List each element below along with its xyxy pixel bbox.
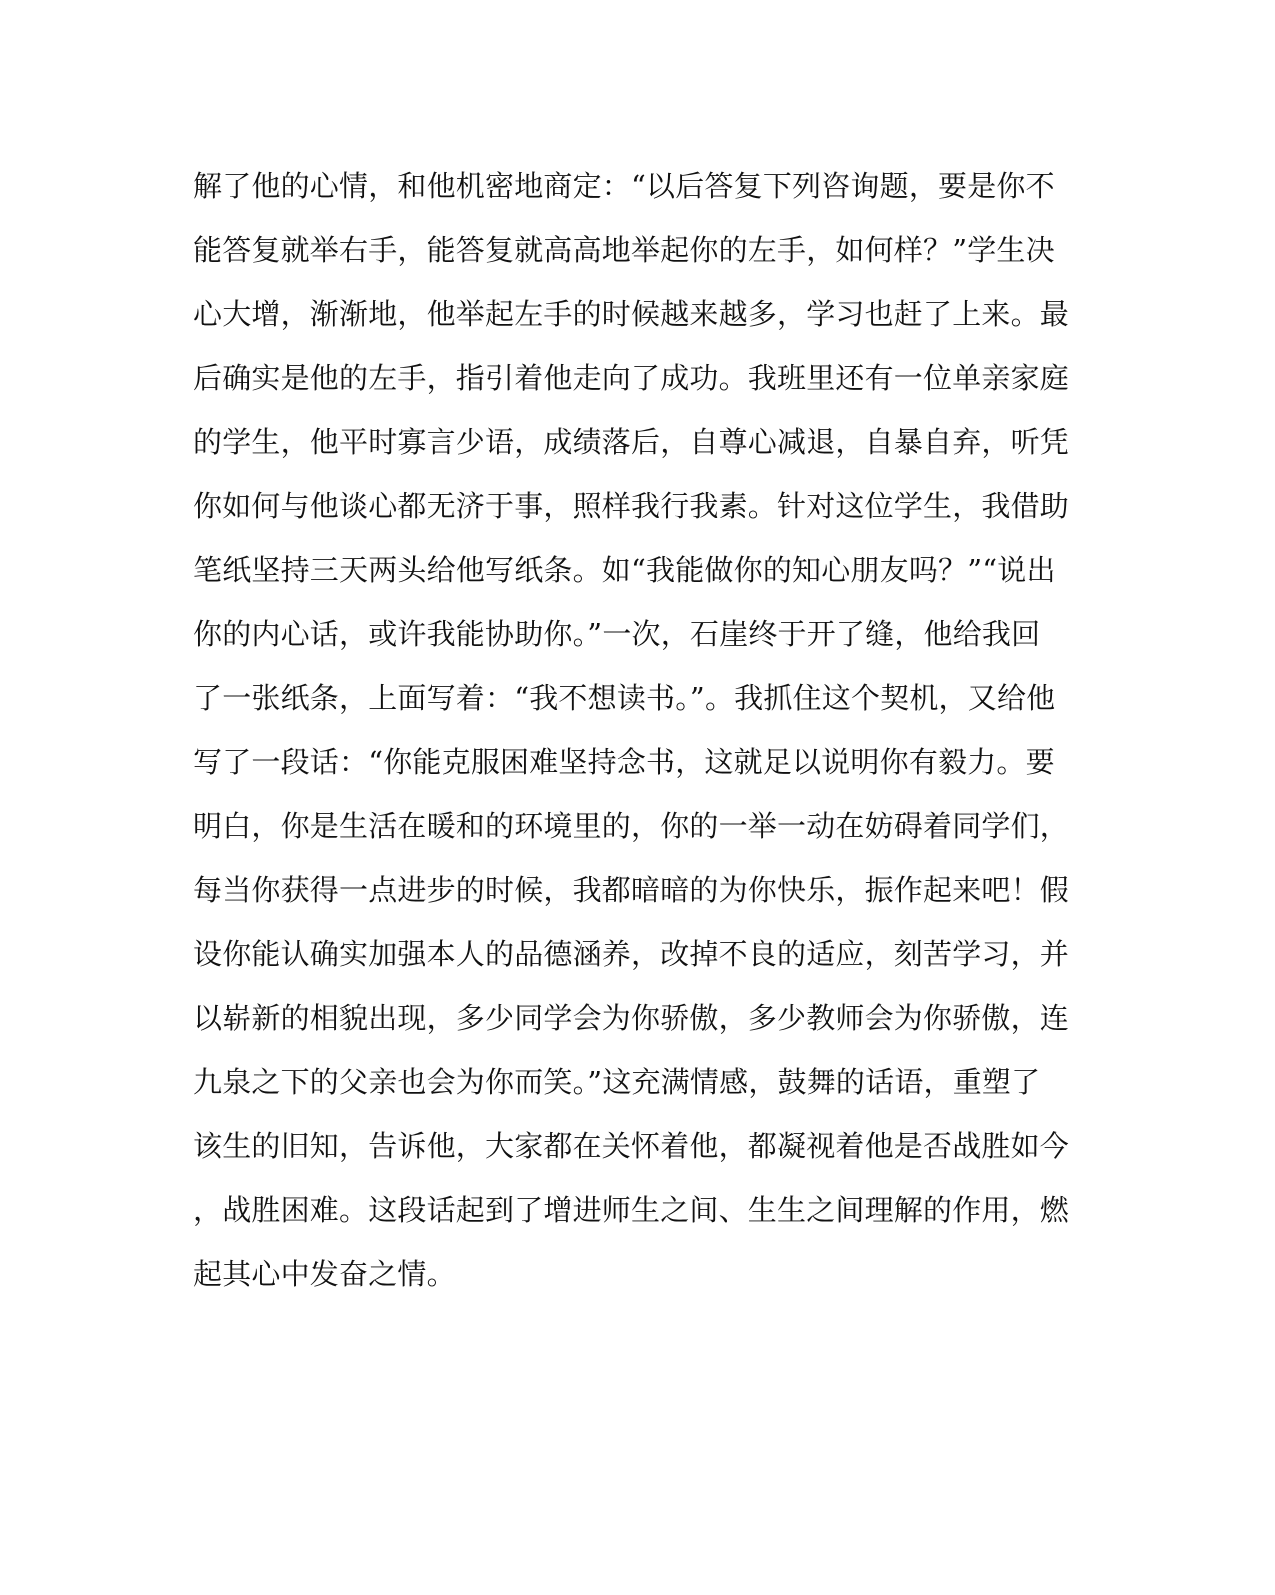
- text-line: 写了一段话：“你能克服困难坚持念书，这就足以说明你有毅力。要: [193, 745, 1055, 779]
- text-line: 心大增，渐渐地，他举起左手的时候越来越多，学习也赶了上来。最: [193, 297, 1070, 331]
- text-line: 设你能认确实加强本人的品德涵养，改掉不良的适应，刻苦学习，并: [193, 937, 1070, 971]
- text-line: 笔纸坚持三天两头给他写纸条。如“我能做你的知心朋友吗？”“说出: [193, 553, 1056, 587]
- text-line: 解了他的心情，和他机密地商定：“以后答复下列咨询题，要是你不: [193, 169, 1055, 203]
- text-line: 你如何与他谈心都无济于事，照样我行我素。针对这位学生，我借助: [193, 489, 1070, 523]
- text-line: 明白，你是生活在暖和的环境里的，你的一举一动在妨碍着同学们，: [193, 809, 1070, 843]
- text-line: ，战胜困难。这段话起到了增进师生之间、生生之间理解的作用，燃: [193, 1193, 1070, 1227]
- text-line: 后确实是他的左手，指引着他走向了成功。我班里还有一位单亲家庭: [193, 361, 1070, 395]
- body-paragraph: [193, 154, 1073, 1306]
- text-line: 能答复就举右手，能答复就高高地举起你的左手，如何样？”学生决: [193, 233, 1055, 267]
- text-line: 九泉之下的父亲也会为你而笑。”这充满情感，鼓舞的话语，重塑了: [193, 1065, 1041, 1099]
- text-line: 该生的旧知，告诉他，大家都在关怀着他，都凝视着他是否战胜如今: [193, 1129, 1070, 1163]
- text-line: 起其心中发奋之情。: [193, 1257, 456, 1291]
- text-line: 你的内心话，或许我能协助你。”一次，石崖终于开了缝，他给我回: [193, 617, 1041, 651]
- text-line: 了一张纸条，上面写着：“我不想读书。”。我抓住这个契机，又给他: [193, 681, 1056, 715]
- text-line: 的学生，他平时寡言少语，成绩落后，自尊心减退，自暴自弃，听凭: [193, 425, 1070, 459]
- text-line: 每当你获得一点进步的时候，我都暗暗的为你快乐，振作起来吧！假: [193, 873, 1070, 907]
- text-line: 以崭新的相貌出现，多少同学会为你骄傲，多少教师会为你骄傲，连: [193, 1001, 1070, 1035]
